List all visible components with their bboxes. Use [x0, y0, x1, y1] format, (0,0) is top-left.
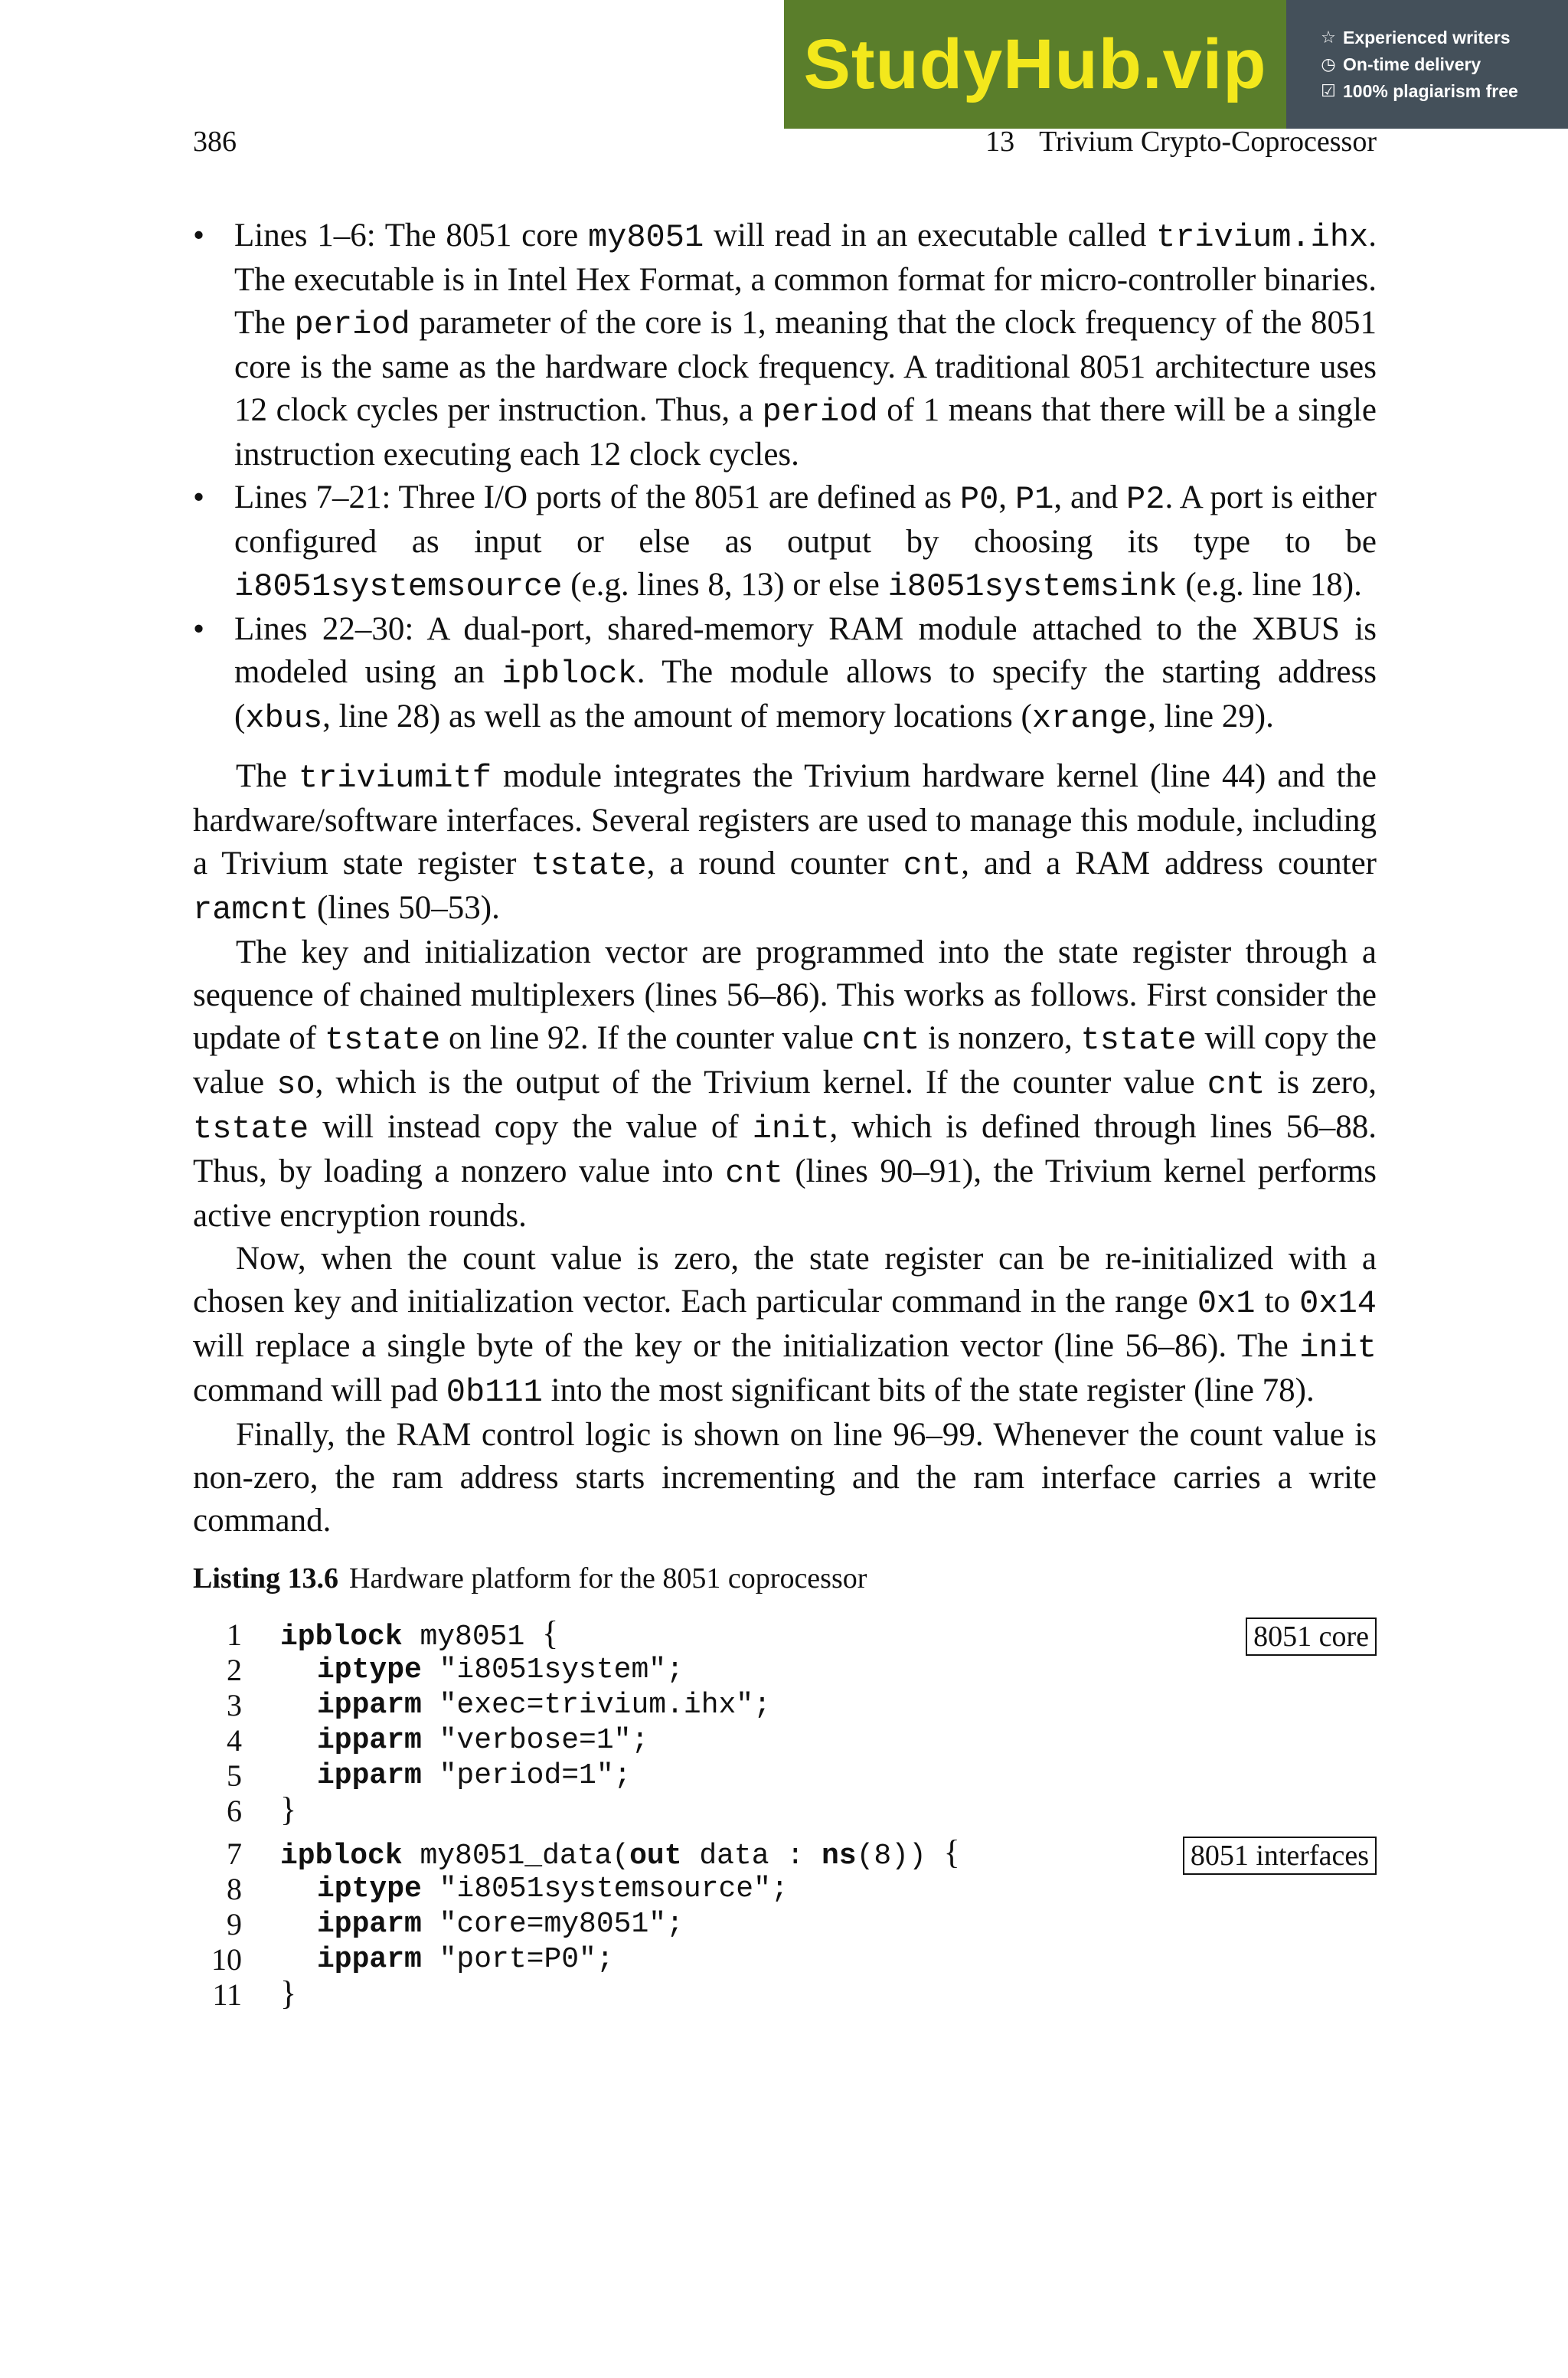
inline-code: xbus: [245, 700, 323, 737]
code-line: [193, 1758, 1377, 1794]
text-run: . The module allows to specify the starting address (: [234, 654, 1377, 734]
page-number: 386: [193, 126, 237, 158]
code-line: [193, 1614, 1377, 1653]
chapter-heading: [961, 125, 1377, 159]
line-number: 1: [227, 1617, 242, 1652]
text-run: on line 92. If the counter value: [440, 1020, 862, 1056]
text-run: , line 28) as well as the amount of memory locations (: [322, 698, 1032, 734]
text-run: The: [236, 758, 299, 794]
code-line: [193, 1653, 1377, 1688]
code-token: my8051: [402, 1620, 543, 1653]
watermark-tagline-text: On-time delivery: [1343, 54, 1481, 74]
code-line: [193, 1974, 1377, 2013]
text-run: Finally, the RAM control logic is shown on line 96–99. Whenever the count value is non-zero, the ram address starts incrementing and the ram interface carries a write command.: [193, 1417, 1377, 1539]
code-token: "exec=trivium.ihx";: [421, 1689, 771, 1722]
text-run: is zero,: [1265, 1065, 1377, 1101]
code-keyword: ipparm: [317, 1759, 422, 1792]
code-token: (8)): [856, 1839, 944, 1873]
inline-code: 0b111: [446, 1374, 543, 1411]
text-run: Lines 22–30: A dual-port, shared-memory RAM module attached to the XBUS is modeled using an: [234, 611, 1377, 690]
inline-code: cnt: [861, 1022, 920, 1058]
body-paragraphs: [193, 755, 1377, 1542]
code-keyword: ipparm: [317, 1689, 422, 1722]
code-text: [280, 1788, 296, 1835]
code-listing: [193, 1614, 1377, 2013]
text-run: into the most significant bits of the state register (line 78).: [542, 1372, 1315, 1408]
code-block: [193, 1833, 1377, 2013]
text-run: command will pad: [193, 1372, 446, 1408]
inline-code: cnt: [1207, 1066, 1266, 1103]
watermark-tagline: [1320, 28, 1568, 48]
inline-code: period: [762, 394, 878, 430]
text-run: , and a RAM address counter: [961, 846, 1377, 882]
text-run: . A port is either configured as input or else as output by choosing its type to be: [234, 479, 1377, 560]
line-number: 8: [227, 1872, 242, 1906]
text-run: will copy the value: [193, 1020, 1377, 1101]
star-outline-icon: ☆: [1321, 28, 1336, 47]
clock-icon: ◷: [1321, 54, 1336, 74]
code-keyword: iptype: [317, 1873, 422, 1905]
text-run: (e.g. line 18).: [1177, 567, 1362, 603]
paragraph: [193, 1238, 1377, 1414]
code-keyword: ipparm: [317, 1943, 422, 1976]
inline-code: tstate: [324, 1022, 441, 1058]
inline-code: period: [294, 306, 410, 343]
code-keyword: ipparm: [317, 1908, 422, 1941]
text-run: . The executable is in Intel Hex Format, a common format for micro-controller binaries. The: [234, 218, 1377, 341]
code-keyword: ipblock: [280, 1839, 403, 1873]
line-number: 9: [227, 1907, 242, 1941]
code-brace: }: [280, 1974, 297, 2012]
watermark-logo: StudyHub.vip: [784, 0, 1286, 129]
code-token: "i8051system";: [421, 1653, 684, 1686]
inline-code: tstate: [1080, 1022, 1197, 1058]
watermark-tagline: [1320, 81, 1568, 102]
code-brace: }: [280, 1790, 297, 1828]
inline-code: 0x1: [1197, 1285, 1256, 1322]
text-run: , which is the output of the Trivium kernel. If the counter value: [315, 1065, 1207, 1101]
code-block: [193, 1614, 1377, 1829]
code-token: "core=my8051";: [421, 1908, 684, 1941]
inline-code: P1: [1014, 481, 1054, 518]
inline-code: ramcnt: [193, 891, 309, 928]
text-run: is nonzero,: [920, 1020, 1081, 1056]
line-number: 11: [212, 1977, 242, 2012]
code-keyword: iptype: [317, 1653, 422, 1686]
listing-label: Listing 13.6: [193, 1562, 339, 1595]
text-run: , line 29).: [1148, 698, 1274, 734]
code-token: "period=1";: [421, 1759, 632, 1792]
listing-annotation: 8051 interfaces: [1183, 1837, 1377, 1875]
inline-code: cnt: [903, 847, 962, 884]
watermark-taglines: [1286, 0, 1568, 129]
watermark-banner: [784, 0, 1568, 129]
text-run: , and: [1054, 479, 1127, 515]
inline-code: init: [752, 1110, 830, 1147]
inline-code: init: [1299, 1330, 1377, 1366]
inline-code: 0x14: [1299, 1285, 1377, 1322]
code-token: "verbose=1";: [421, 1724, 649, 1757]
paragraph: [193, 755, 1377, 931]
text-run: of 1 means that there will be a single instruction executing each 12 clock cycles.: [234, 392, 1377, 473]
inline-code: trivium.ihx: [1156, 219, 1369, 256]
code-line: [193, 1942, 1377, 1977]
bullet-list: [193, 214, 1377, 740]
code-line: [193, 1723, 1377, 1758]
code-token: "i8051systemsource";: [421, 1873, 789, 1905]
text-run: will instead copy the value of: [309, 1109, 753, 1145]
text-run: Lines 1–6: The 8051 core: [234, 218, 588, 254]
page-body: [193, 214, 1377, 2013]
inline-code: i8051systemsink: [887, 568, 1178, 605]
inline-code: tstate: [193, 1110, 309, 1147]
code-brace: {: [943, 1833, 960, 1871]
code-token: "port=P0";: [421, 1943, 614, 1976]
paragraph: [193, 931, 1377, 1238]
text-run: will read in an executable called: [704, 218, 1156, 254]
text-run: will replace a single byte of the key or the initialization vector (line 56–86). The: [193, 1328, 1300, 1364]
code-line: [193, 1688, 1377, 1723]
inline-code: i8051systemsource: [234, 568, 563, 605]
inline-code: so: [276, 1066, 315, 1103]
inline-code: P2: [1126, 481, 1165, 518]
text-run: , a round counter: [646, 846, 903, 882]
text-run: Now, when the count value is zero, the state register can be re-initialized with a chosen key and initialization vector. Each particular command in the range: [193, 1241, 1377, 1320]
inline-code: xrange: [1031, 700, 1148, 737]
code-text: [317, 1938, 614, 1981]
text-run: Lines 7–21: Three I/O ports of the 8051 are defined as: [234, 479, 960, 515]
running-header: [193, 125, 1377, 159]
code-keyword: ns: [821, 1839, 857, 1873]
line-number: 10: [211, 1942, 242, 1977]
code-token: data :: [681, 1839, 822, 1873]
code-brace: {: [542, 1614, 559, 1652]
text-run: The key and initialization vector are programmed into the state register through a sequence of chained multiplexers (lines 56–86). This works as follows. First consider the update of: [193, 934, 1377, 1056]
text-run: , which is defined through lines 56–88. Thus, by loading a nonzero value into: [193, 1109, 1377, 1189]
line-number: 4: [227, 1723, 242, 1758]
listing-annotation: 8051 core: [1246, 1617, 1377, 1656]
chapter-number: 13: [985, 126, 1015, 158]
watermark-tagline-text: 100% plagiarism free: [1343, 80, 1518, 101]
inline-code: P0: [959, 481, 999, 518]
watermark-tagline-text: Experienced writers: [1343, 27, 1511, 47]
inline-code: ipblock: [501, 656, 637, 692]
bullet-item: [193, 608, 1377, 740]
bullet-item: [193, 214, 1377, 476]
inline-code: cnt: [725, 1155, 783, 1192]
code-keyword: ipparm: [317, 1724, 422, 1757]
text-run: ,: [998, 479, 1015, 515]
bullet-item: [193, 476, 1377, 608]
code-line: [193, 1907, 1377, 1942]
inline-code: triviumitf: [298, 760, 492, 796]
code-text: [280, 1972, 296, 2019]
text-run: (lines 90–91), the Trivium kernel performs active encryption rounds.: [193, 1153, 1377, 1234]
line-number: 5: [227, 1758, 242, 1793]
text-run: (e.g. lines 8, 13) or else: [562, 567, 888, 603]
line-number: 7: [227, 1837, 242, 1871]
code-text: [317, 1755, 631, 1797]
code-keyword: out: [629, 1839, 682, 1873]
inline-code: tstate: [531, 847, 647, 884]
listing-caption-text: Hardware platform for the 8051 coprocessor: [349, 1562, 867, 1595]
code-token: my8051_data(: [402, 1839, 630, 1873]
text-run: to: [1255, 1284, 1300, 1320]
line-number: 3: [227, 1688, 242, 1722]
chapter-title: Trivium Crypto-Coprocessor: [1039, 126, 1377, 158]
paragraph: [193, 1414, 1377, 1542]
text-run: module integrates the Trivium hardware kernel (line 44) and the hardware/software interfaces. Several registers are used to manage this module, including a Trivium state register: [193, 758, 1377, 882]
document-check-icon: ☑: [1321, 81, 1336, 100]
listing-caption: [193, 1559, 1377, 1598]
text-run: parameter of the core is 1, meaning that the clock frequency of the 8051 core is the same as the hardware clock frequency. A traditional 8051 architecture uses 12 clock cycles per instruction. Thus, a: [234, 305, 1377, 428]
watermark-tagline: [1320, 54, 1568, 75]
inline-code: my8051: [587, 219, 704, 256]
code-line: [193, 1790, 1377, 1829]
line-number: 6: [227, 1794, 242, 1828]
text-run: (lines 50–53).: [309, 890, 500, 926]
line-number: 2: [227, 1653, 242, 1687]
code-keyword: ipblock: [280, 1620, 403, 1653]
